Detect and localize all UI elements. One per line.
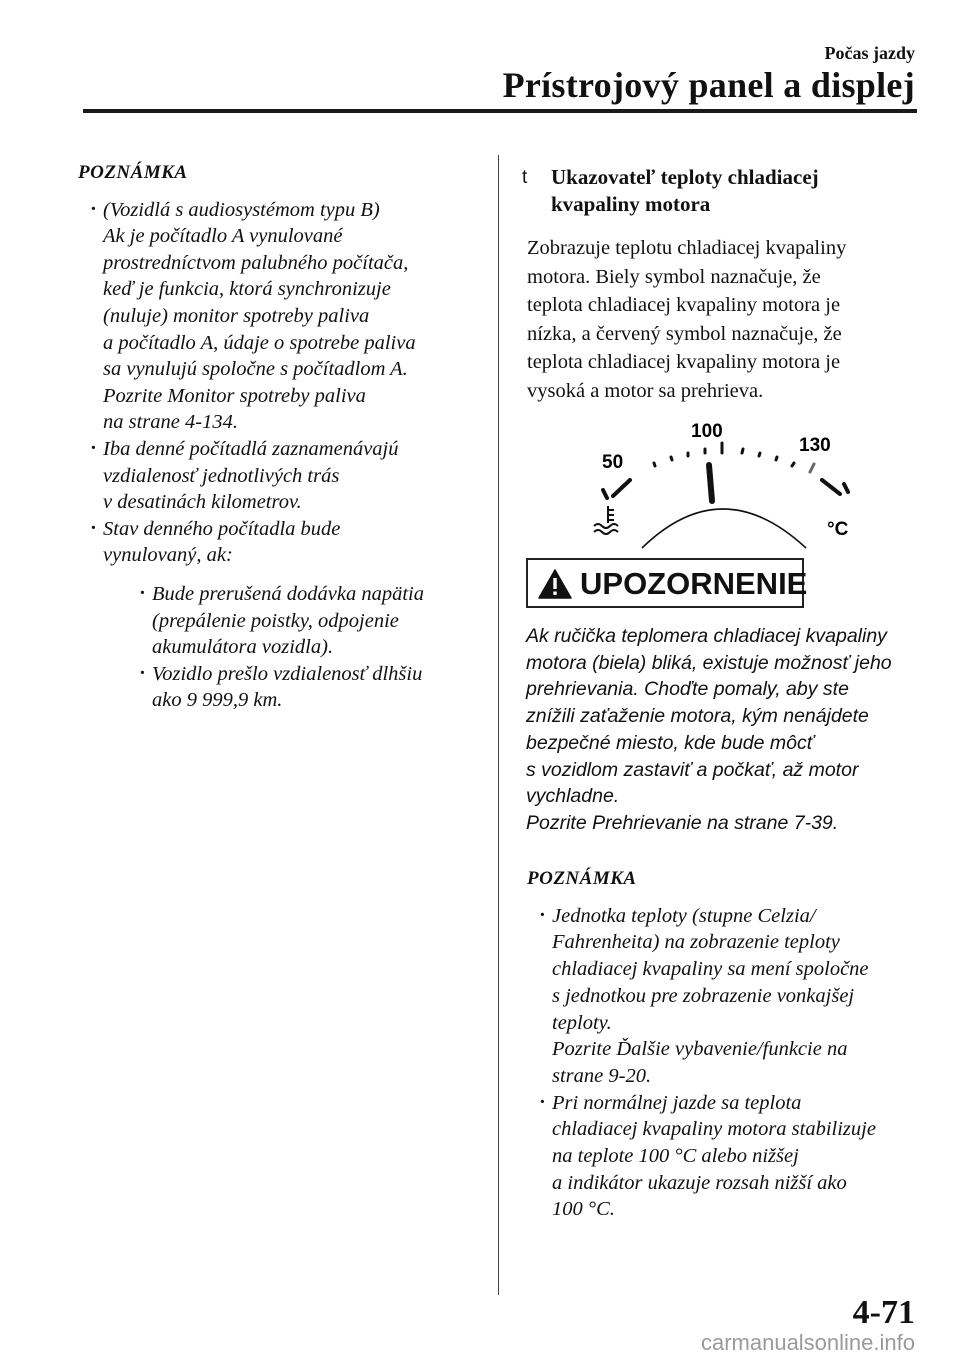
gauge-tick-minor: [654, 463, 655, 466]
caution-text: Ak ručička teplomera chladiacej kvapaliny motora (biela) bliká, existuje možnosť jeho prehrievania. Choďte pomaly, aby ste znížili zaťaženie motora, kým nenájdete bezpečné miesto, kde bude môcť s vozidlom zastaviť a počkať, až motor vychladne. Pozrite Prehrievanie na strane 7-39.: [526, 625, 892, 834]
note-sub-list: [103, 581, 478, 714]
note-item-text: (Vozidlá s audiosystémom typu B) Ak je počítadlo A vynulované prostredníctvom palubného počítača, keď je funkcia, ktorá synchronizuje (nuluje) monitor spotreby paliva a počítadlo A, údaje o spotrebe paliva sa vynulujú spoločne s počítadlom A. Pozrite Monitor spotreby paliva na strane 4-134.: [103, 198, 416, 434]
left-note: [78, 160, 478, 714]
note-sub-item-text: Bude prerušená dodávka napätia (prepálenie poistky, odpojenie akumulátora vozidla).: [152, 582, 424, 659]
note-label: POZNÁMKA: [527, 868, 637, 889]
gauge-tick-minor: [671, 457, 672, 460]
note-item: [527, 903, 917, 1090]
gauge-ticks: [654, 443, 794, 466]
note-item-text: Stav denného počítadla bude vynulovaný, ak:: [103, 517, 341, 567]
coolant-gauge: [570, 410, 870, 560]
section-marker: t: [522, 167, 528, 188]
gauge-hot-end: [844, 484, 848, 492]
gauge-tick-minor: [759, 453, 760, 456]
note-item-text: Iba denné počítadlá zaznamenávajú vzdialenosť jednotlivých trás v desatinách kilometrov.: [103, 437, 399, 514]
note-item-text: Jednotka teploty (stupne Celzia/ Fahrenheita) na zobrazenie teploty chladiacej kvapaliny sa mení spoločne s jednotkou pre zobrazenie vonkajšej teploty. Pozrite Ďalšie vybavenie/funkcie na strane 9-20.: [552, 904, 869, 1087]
gauge-arc: [642, 509, 806, 548]
right-note: [527, 866, 917, 1223]
column-divider: [498, 155, 499, 1295]
gauge-tick-minor: [742, 449, 743, 453]
gauge-hot-segment: [822, 480, 840, 494]
page-number: 4-71: [852, 1294, 915, 1331]
page-title: Prístrojový panel a displej: [502, 65, 915, 105]
note-sub-item: [103, 661, 478, 714]
coolant-section: [522, 164, 917, 406]
note-label: POZNÁMKA: [78, 162, 188, 183]
section-title: Počas jazdy: [824, 43, 915, 63]
coolant-temperature-icon: [594, 506, 618, 534]
note-list: [527, 903, 917, 1223]
section-heading-text: Ukazovateľ teploty chladiacej kvapaliny motora: [551, 165, 819, 216]
gauge-label-high: 130: [799, 435, 831, 456]
note-item: [78, 516, 478, 714]
note-item: [78, 436, 478, 516]
gauge-label-mid: 100: [691, 421, 723, 442]
note-item-text: Pri normálnej jazde sa teplota chladiacej kvapaliny motora stabilizuje na teplote 100 °C alebo nižšej a indikátor ukazuje rozsah nižší ako 100 °C.: [552, 1091, 876, 1221]
gauge-tick-minor: [776, 457, 777, 460]
gauge-unit: °C: [827, 519, 849, 540]
watermark: carmanualsonline.info: [700, 1330, 915, 1355]
note-list: [78, 197, 478, 714]
header-rule: [83, 109, 917, 113]
warning-triangle-icon: [538, 569, 572, 599]
caution-label: UPOZORNENIE: [580, 566, 808, 601]
gauge-cold-end: [603, 490, 607, 498]
note-sub-item-text: Vozidlo prešlo vzdialenosť dlhšiu ako 9 999,9 km.: [152, 662, 423, 712]
note-item: [527, 1090, 917, 1224]
gauge-label-low: 50: [602, 452, 624, 473]
note-item: [78, 197, 478, 436]
gauge-cold-segment: [613, 480, 630, 496]
section-body: Zobrazuje teplotu chladiacej kvapaliny motora. Biely symbol naznačuje, že teplota chladiacej kvapaliny motora je nízka, a červený symbol naznačuje, že teplota chladiacej kvapaliny motora je vysoká a motor sa prehrieva.: [527, 237, 847, 402]
gauge-tick-high: [810, 464, 814, 472]
section-heading: [522, 164, 917, 218]
gauge-tick-minor: [792, 463, 794, 466]
note-sub-item: [103, 581, 478, 661]
caution-box: [526, 558, 808, 608]
gauge-needle: [709, 465, 712, 501]
